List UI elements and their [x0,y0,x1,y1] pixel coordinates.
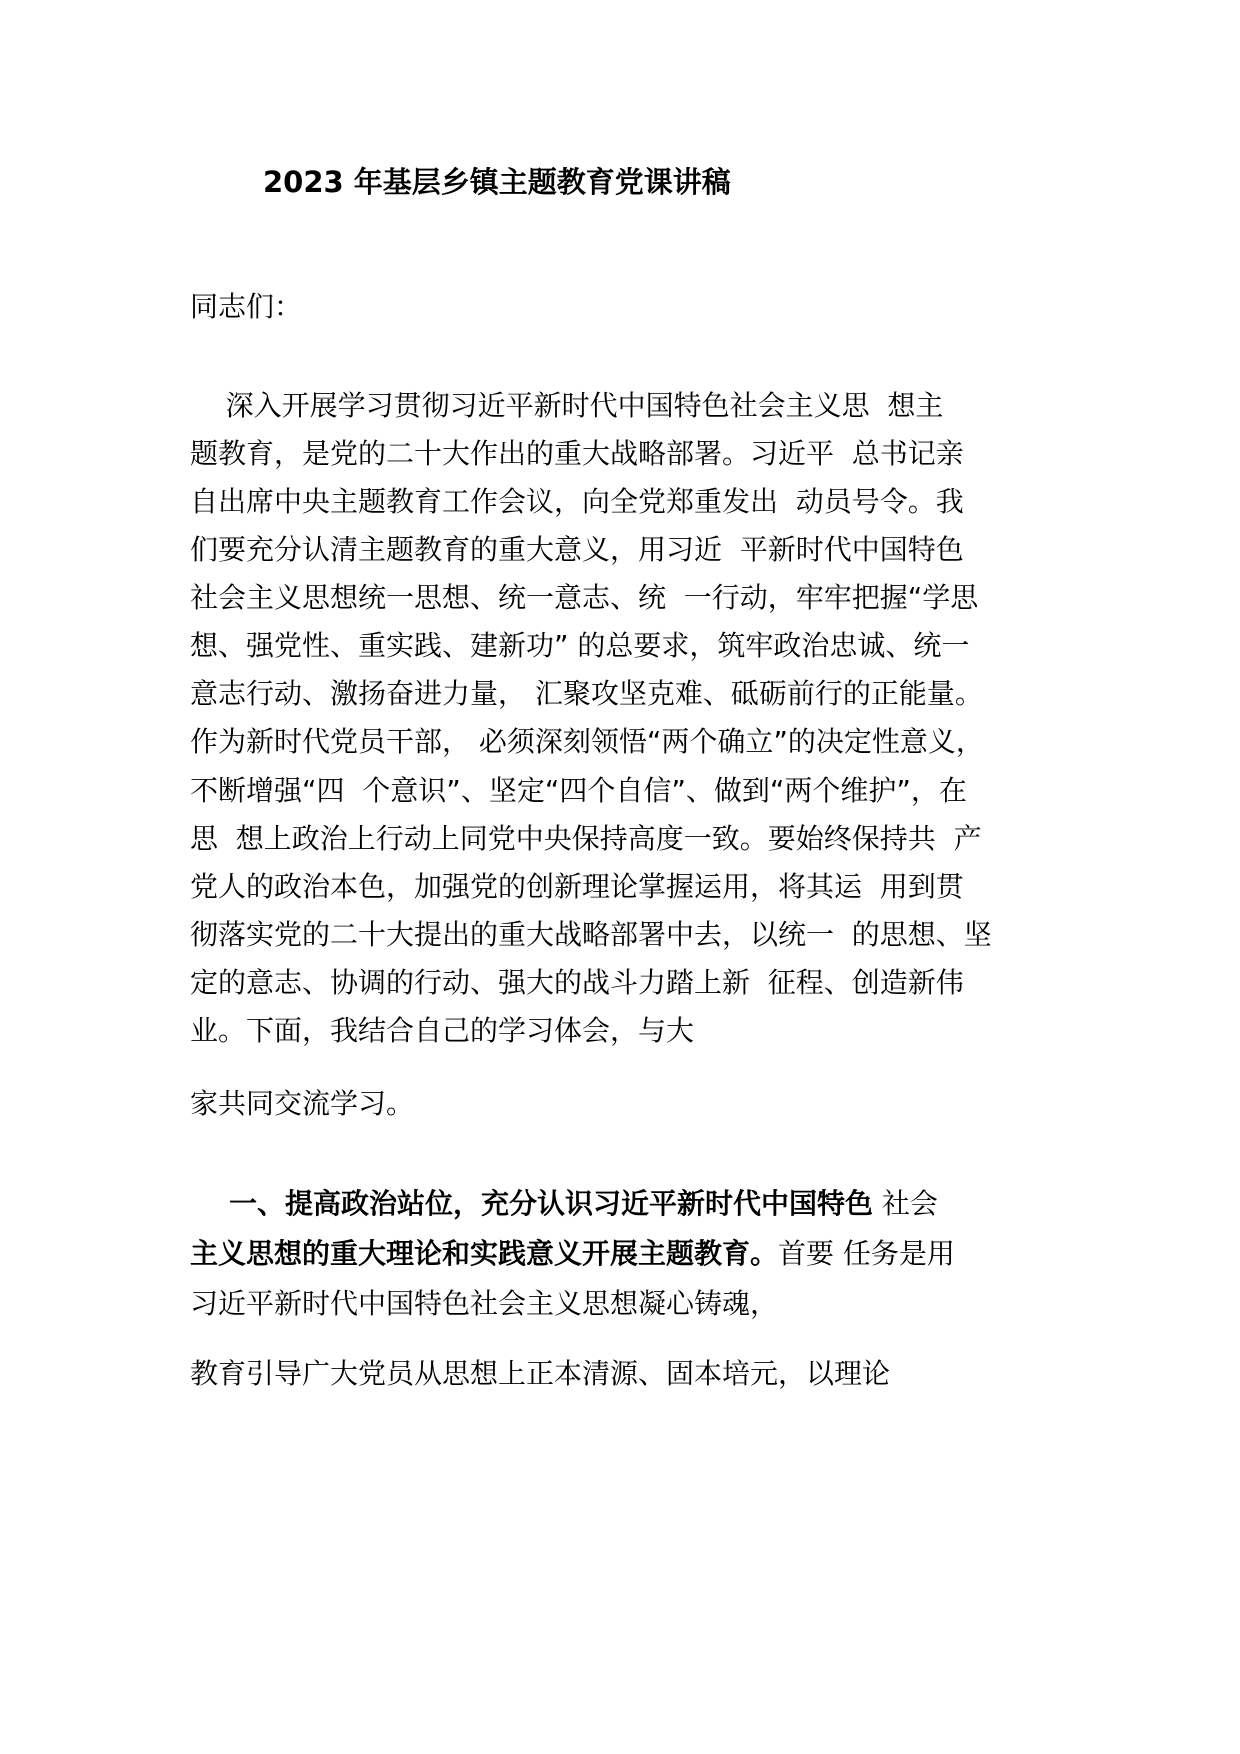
paragraph-line: 意志行动、激扬奋进力量， 汇聚攻坚克难、砥砺前行的正能量。 [190,677,983,710]
paragraph-line: 不断增强“四 个意识”、坚定“四个自信”、做到“两个维护”，在 [190,774,967,807]
salutation: 同志们： [190,290,303,323]
paragraph-line: 定的意志、协调的行动、强大的战斗力踏上新 征程、创造新伟 [190,966,964,999]
paragraph-line: 自出席中央主题教育工作会议，向全党郑重发出 动员号令。我 [190,485,964,518]
section-heading-bold: 主义思想的重大理论和实践意义开展主题教育。 [190,1237,779,1270]
paragraph-line: 习近平新时代中国特色社会主义思想凝心铸魂， [190,1287,779,1320]
paragraph-line: 业。下面，我结合自己的学习体会，与大 [190,1014,695,1047]
section-heading-line [190,1187,938,1220]
paragraph-line: 思 想上政治上行动上同党中央保持高度一致。要始终保持共 产 [190,822,982,855]
paragraph-line: 题教育，是党的二十大作出的重大战略部署。习近平 总书记亲 [190,437,964,470]
paragraph-line: 社会主义思想统一思想、统一意志、统 一行动，牢牢把握“学思 [190,581,979,614]
paragraph-line: 彻落实党的二十大提出的重大战略部署中去，以统一 的思想、坚 [190,918,992,951]
section-heading-line [190,1237,955,1270]
section-body-text: 首要 任务是用 [778,1237,955,1270]
section-heading-bold: 一、提高政治站位，充分认识习近平新时代中国特色 [190,1187,873,1220]
paragraph-line: 深入开展学习贯彻习近平新时代中国特色社会主义思 想主 [190,389,944,422]
paragraph-line: 们要充分认清主题教育的重大意义，用习近 平新时代中国特色 [190,533,964,566]
paragraph-line: 教育引导广大党员从思想上正本清源、固本培元，以理论 [190,1357,891,1390]
section-heading-rest: 社会 [873,1187,938,1220]
paragraph-line: 家共同交流学习。 [190,1087,415,1120]
paragraph-line: 党人的政治本色，加强党的创新理论掌握运用，将其运 用到贯 [190,870,964,903]
paragraph-line: 想、强党性、重实践、建新功” 的总要求，筑牢政治忠诚、统一 [190,629,970,662]
document-title: 2023 年基层乡镇主题教育党课讲稿 [263,165,731,199]
paragraph-line: 作为新时代党员干部， 必须深刻领悟“两个确立”的决定性意义， [190,725,984,758]
